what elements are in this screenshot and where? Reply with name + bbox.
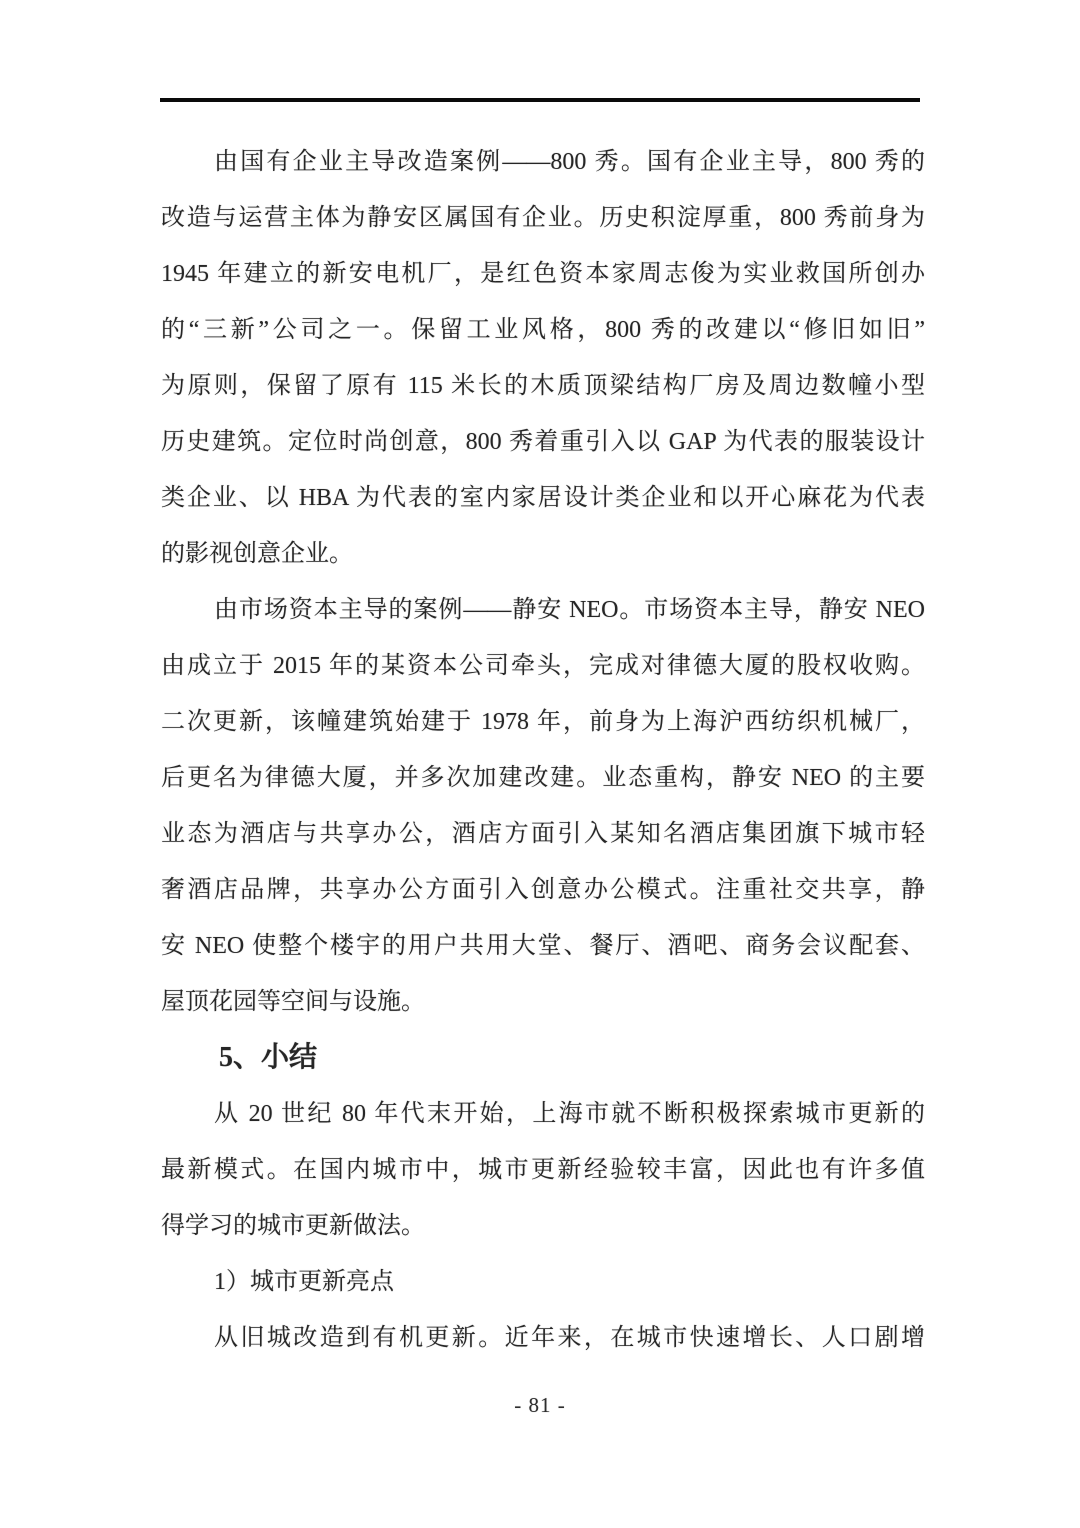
paragraph-line: 最新模式。在国内城市中，城市更新经验较丰富，因此也有许多值 [161,1157,925,1183]
paragraph-line: 由国有企业主导改造案例——800 秀。国有企业主导，800 秀的 [214,149,925,175]
paragraph-line: 由市场资本主导的案例——静安 NEO。市场资本主导，静安 NEO [214,597,925,623]
paragraph-line: 从旧城改造到有机更新。近年来，在城市快速增长、人口剧增 [214,1325,925,1351]
paragraph-line: 类企业、以 HBA 为代表的室内家居设计类企业和以开心麻花为代表 [161,485,925,511]
page-number: - 81 - [514,1393,566,1417]
paragraph-line: 安 NEO 使整个楼宇的用户共用大堂、餐厅、酒吧、商务会议配套、 [161,933,925,959]
paragraph-line: 二次更新，该幢建筑始建于 1978 年，前身为上海沪西纺织机械厂， [161,709,925,735]
paragraph-line: 1945 年建立的新安电机厂，是红色资本家周志俊为实业救国所创办 [161,261,925,287]
paragraph-line: 历史建筑。定位时尚创意，800 秀着重引入以 GAP 为代表的服装设计 [161,429,925,455]
paragraph-line: 业态为酒店与共享办公，酒店方面引入某知名酒店集团旗下城市轻 [161,821,925,847]
paragraph-line: 改造与运营主体为静安区属国有企业。历史积淀厚重，800 秀前身为 [161,205,925,231]
paragraph-line: 由成立于 2015 年的某资本公司牵头，完成对律德大厦的股权收购。 [161,653,925,679]
paragraph-line: 的影视创意企业。 [161,541,353,567]
paragraph-line: 得学习的城市更新做法。 [161,1213,425,1239]
document-body [161,134,925,1366]
paragraph-line: 奢酒店品牌，共享办公方面引入创意办公模式。注重社交共享，静 [161,877,925,903]
paragraph-line: 后更名为律德大厦，并多次加建改建。业态重构，静安 NEO 的主要 [161,765,925,791]
subsection-heading: 1）城市更新亮点 [214,1269,394,1295]
paragraph-line: 为原则，保留了原有 115 米长的木质顶梁结构厂房及周边数幢小型 [161,373,925,399]
paragraph-line: 从 20 世纪 80 年代末开始，上海市就不断积极探索城市更新的 [214,1101,925,1127]
paragraph-line: 屋顶花园等空间与设施。 [161,989,425,1015]
paragraph-line: 的“三新”公司之一。保留工业风格，800 秀的改建以“修旧如旧” [161,317,925,343]
section-heading: 5、小结 [219,1042,318,1073]
header-rule [160,98,920,102]
